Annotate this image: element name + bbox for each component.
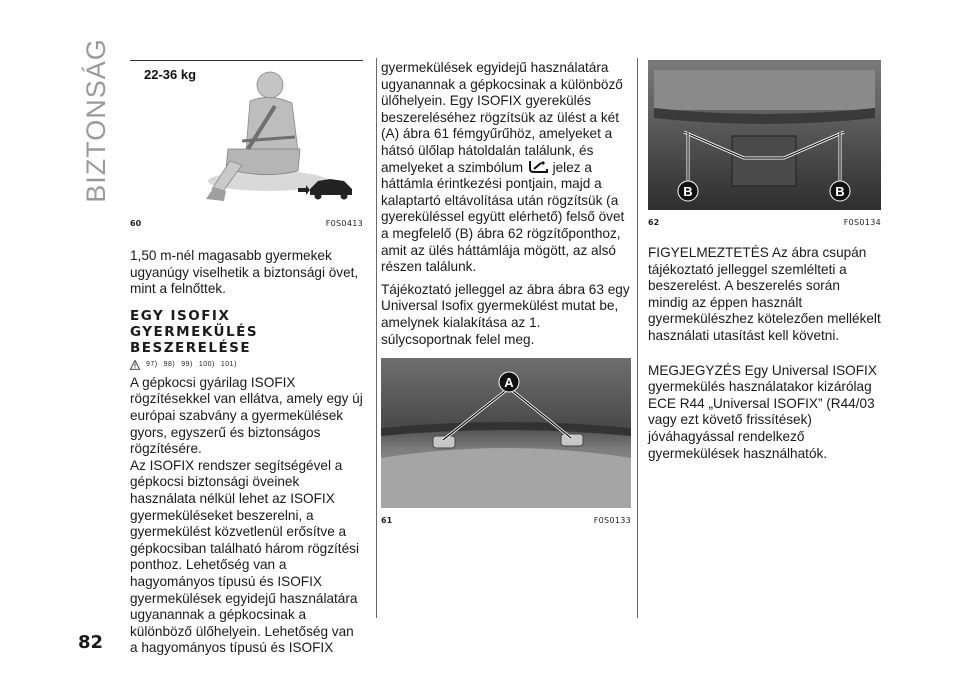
body-paragraph: Tájékoztató jelleggel az ábra ábra 63 egy Universal Isofix gyermekülést mutat be, amelynek kialakítása az 1. súlycsoportnak felel meg.: [381, 281, 630, 347]
reference-link[interactable]: 100): [198, 361, 215, 369]
section-title-vertical: [76, 37, 116, 203]
figure-61: [381, 358, 631, 525]
figure-caption: [648, 218, 881, 227]
child-booster-seat-illustration: [130, 61, 363, 211]
section-heading: [130, 308, 363, 356]
section-title-text: BIZTONSÁG: [80, 37, 111, 203]
heading-line: BESZERELÉSE: [130, 339, 252, 356]
tether-marker-left: B: [683, 184, 693, 199]
isofix-anchor-photo: [381, 358, 631, 508]
anchor-marker: A: [504, 375, 514, 391]
figure-number: 60: [130, 219, 142, 228]
weight-class-label: 22-36 kg: [144, 67, 197, 82]
column-divider: [637, 58, 638, 618]
body-paragraph: Az ISOFIX rendszer segítségével a gépkocsi biztonsági öveinek használata nélkül lehet az ISOFIX gyermeküléseket beszerelni, a gyermekülést közvetlenül erősítve a gépkocsiban található három rögzítési ponthoz. Lehetőség van a hagyományos típusú és ISOFIX gyermekülések egyidejű használatára ugyanannak a gépkocsinak a különböző ülőhelyein. Lehetőség van a hagyományos típusú és ISOFIX: [130, 457, 359, 656]
body-paragraph: A gépkocsi gyárilag ISOFIX rögzítésekkel van ellátva, amely egy új európai szabvány a gyermekülések gyors, egyszerű és biztonságos rögzítésére.: [130, 374, 363, 457]
heading-line: EGY ISOFIX: [130, 307, 231, 324]
figure-60: [130, 60, 363, 228]
column-1: [130, 60, 363, 657]
reference-link[interactable]: 98): [163, 361, 176, 369]
figure-caption: [381, 516, 631, 525]
paragraph-text: jelez a háttámla érintkezési pontjain, majd a kalaptartó eltávolítása után rögzítsük (a gyereküléssel együtt elérhető) felső övet a megfelelő (B) ábra 62 rögzítőponthoz, amit az ülés háttámlája mögött, az alsó részen találunk.: [381, 159, 625, 275]
paragraph-text: gyermekülések egyidejű használatára ugyanannak a gépkocsinak a különböző ülőhelyein. Egy ISOFIX gyerekülés beszereléséhez rögzítsük az ülést a két (A) ábra 61 fémgyűrűhöz, amelyeket a hátsó ülőlap hátoldalán találunk, és amelyeket a szimbólum: [381, 60, 623, 175]
column-2: [381, 60, 631, 525]
warning-references: [130, 360, 363, 370]
column-divider: [376, 58, 377, 618]
figure-number: 62: [648, 218, 660, 227]
body-paragraph: [381, 60, 631, 276]
reference-link[interactable]: 99): [181, 361, 193, 369]
figure-code: F0S0133: [593, 516, 631, 526]
isofix-symbol-icon: [527, 160, 549, 174]
page-number: 82: [78, 632, 104, 653]
top-tether-anchor-photo: [648, 60, 881, 210]
warning-paragraph: FIGYELMEZTETÉS Az ábra csupán tájékoztató jelleggel szemlélteti a beszerelést. A beszerelés során mindig az éppen használt gyermekülészhez kötelezően mellékelt használati utasítást kell követni.: [648, 245, 881, 343]
reference-link[interactable]: 97): [146, 361, 158, 369]
warning-triangle-icon: [130, 360, 140, 370]
note-paragraph: MEGJEGYZÉS Egy Universal ISOFIX gyermekülés használatakor kizárólag ECE R44 „Universal ISOFIX” (R44/03 vagy ezt követő frissítések) jóváhagyással rendelkező gyermekülések használhatók.: [648, 362, 877, 461]
figure-code: F0S0413: [325, 219, 363, 228]
column-3: [648, 60, 881, 462]
figure-caption: [130, 219, 363, 228]
figure-62: [648, 60, 881, 227]
heading-line: GYERMEKÜLÉS: [130, 323, 259, 340]
tether-marker-right: B: [835, 184, 845, 199]
figure-number: 61: [381, 516, 393, 526]
figure-code: F0S0134: [843, 218, 881, 227]
reference-link[interactable]: 101): [220, 361, 237, 369]
intro-paragraph: 1,50 m-nél magasabb gyermekek ugyanúgy viselhetik a biztonsági övet, mint a felnőttek.: [130, 248, 359, 297]
